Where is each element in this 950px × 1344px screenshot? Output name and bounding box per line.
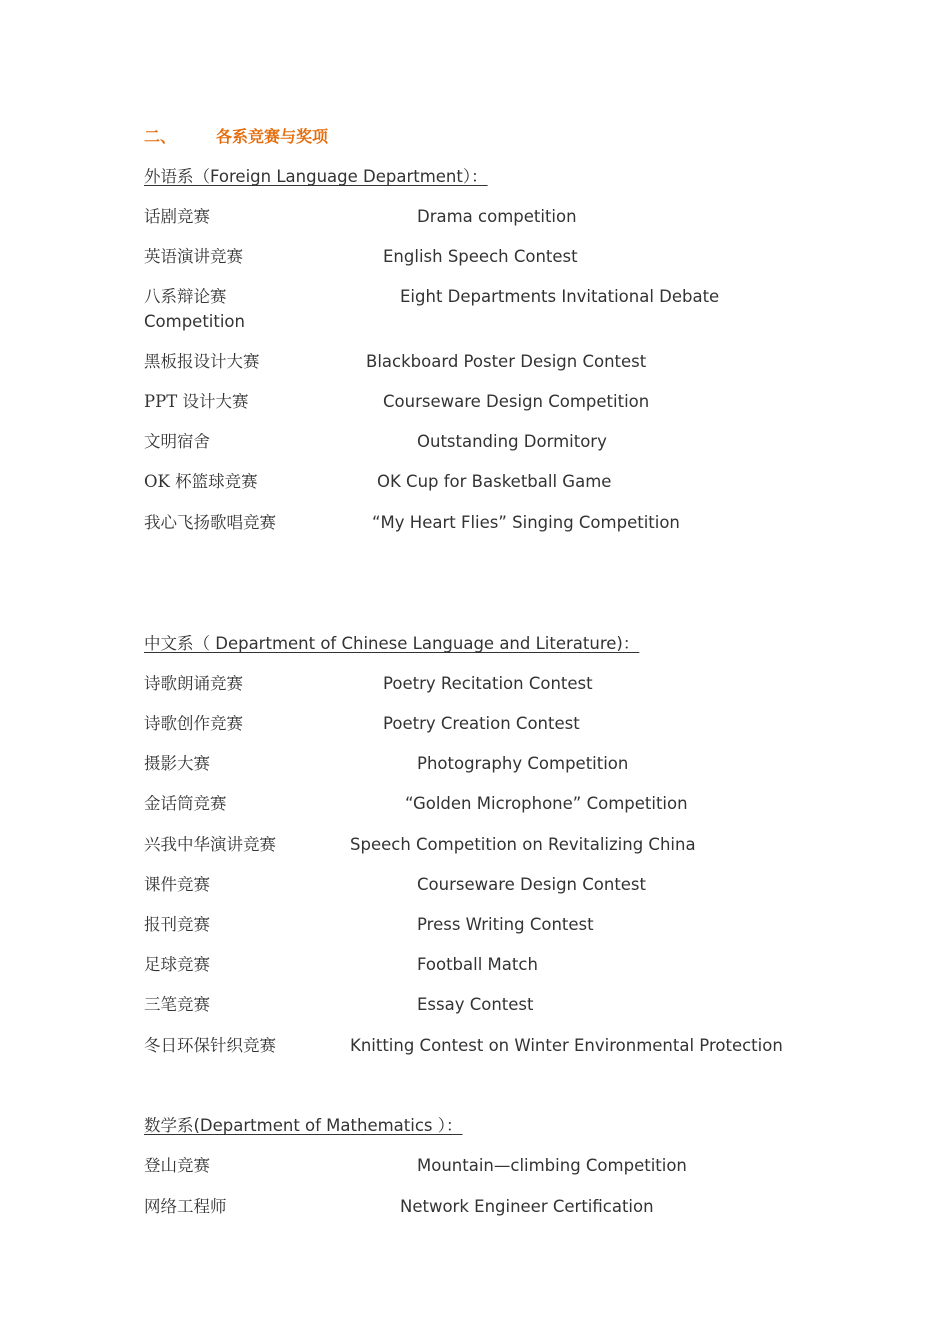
foreign-item-cn: 黑板报设计大赛 (144, 352, 260, 371)
chinese-item-en: Poetry Creation Contest (383, 714, 580, 733)
chinese-item-en: “Golden Microphone” Competition (405, 794, 688, 813)
math-item-en: Network Engineer Certification (400, 1197, 654, 1216)
foreign-item-cn: OK 杯篮球竞赛 (144, 472, 258, 491)
chinese-item-cn: 报刊竞赛 (144, 915, 210, 934)
chinese-item-en: Football Match (417, 955, 538, 974)
section-number: 二、 (144, 127, 177, 146)
foreign-item-en: Courseware Design Competition (383, 392, 650, 411)
math-item-en: Mountain—climbing Competition (417, 1156, 687, 1175)
chinese-item-en: Essay Contest (417, 995, 534, 1014)
math-dept-title: 数学系(Department of Mathematics ）： (144, 1116, 463, 1135)
math-item-cn: 网络工程师 (144, 1197, 227, 1216)
chinese-item-cn: 兴我中华演讲竞赛 (144, 835, 276, 854)
math-item-cn: 登山竞赛 (144, 1156, 210, 1175)
chinese-dept-title: 中文系（ Department of Chinese Language and Literature)： (144, 634, 640, 653)
chinese-item-cn: 足球竞赛 (144, 955, 210, 974)
foreign-item-cn: 英语演讲竞赛 (144, 247, 243, 266)
chinese-item-cn: 三笔竞赛 (144, 995, 210, 1014)
chinese-item-cn: 诗歌朗诵竞赛 (144, 674, 243, 693)
chinese-item-cn: 课件竞赛 (144, 875, 210, 894)
foreign-item-en: English Speech Contest (383, 247, 578, 266)
chinese-item-cn: 摄影大赛 (144, 754, 210, 773)
foreign-item-cn: 我心飞扬歌唱竞赛 (144, 513, 276, 532)
foreign-item-en: Blackboard Poster Design Contest (366, 352, 647, 371)
chinese-item-en: Poetry Recitation Contest (383, 674, 593, 693)
foreign-item-cn: 话剧竞赛 (144, 207, 210, 226)
chinese-item-cn: 诗歌创作竞赛 (144, 714, 243, 733)
foreign-item-cn: 文明宿舍 (144, 432, 210, 451)
foreign-item-cn: PPT 设计大赛 (144, 392, 249, 411)
chinese-item-en: Press Writing Contest (417, 915, 594, 934)
chinese-item-en: Courseware Design Contest (417, 875, 647, 894)
chinese-item-en: Knitting Contest on Winter Environmental Protection (350, 1036, 783, 1055)
foreign-item-cn: 八系辩论赛 (144, 287, 227, 306)
foreign-item-en: Outstanding Dormitory (417, 432, 607, 451)
chinese-item-cn: 冬日环保针织竞赛 (144, 1036, 276, 1055)
foreign-item-en-continued: Competition (144, 312, 245, 331)
section-title: 各系竞赛与奖项 (216, 127, 329, 146)
foreign-item-en: Drama competition (417, 207, 577, 226)
foreign-item-en: OK Cup for Basketball Game (377, 472, 612, 491)
chinese-item-en: Photography Competition (417, 754, 629, 773)
foreign-dept-title: 外语系（Foreign Language Department）： (144, 167, 488, 186)
foreign-item-en: Eight Departments Invitational Debate (400, 287, 720, 306)
foreign-item-en: “My Heart Flies” Singing Competition (372, 513, 680, 532)
chinese-item-cn: 金话筒竞赛 (144, 794, 227, 813)
chinese-item-en: Speech Competition on Revitalizing China (350, 835, 696, 854)
